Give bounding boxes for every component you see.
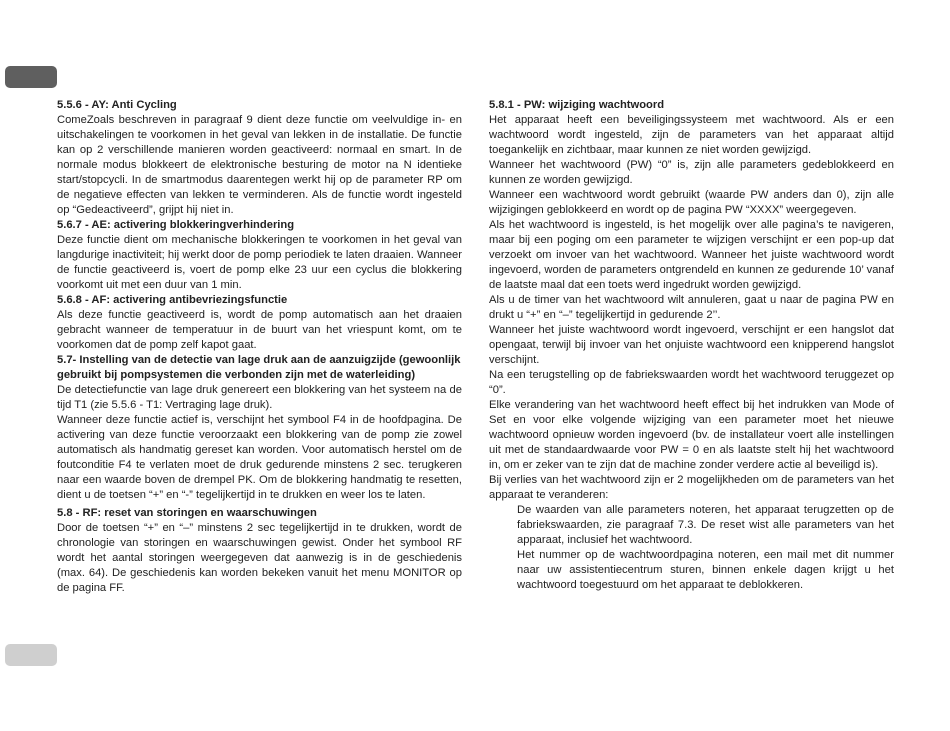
page-tab-marker-bottom: [5, 644, 57, 666]
paragraph: Als u de timer van het wachtwoord wilt annuleren, gaat u naar de pagina PW en drukt u “+” en “–” tegelijkertijd in gedurende 2’’.: [489, 294, 894, 321]
paragraph: ComeZoals beschreven in paragraaf 9 dient deze functie om veelvuldige in- en uitschakelingen te voorkomen in het geval van lekken in de installatie. De functie kan op 2 verschillende manieren worden geactiveerd: normaal en smart. In de normale modus blokkeert de elektronische besturing de motor na N identieke start/stopcycli. In de smartmodus daarentegen werkt hij op de parameter RP om de negatieve effecten van lekken te verminderen. Als de functie wordt ingesteld op “Gedeactiveerd”, grijpt hij niet in.: [57, 114, 462, 216]
paragraph: Door de toetsen “+” en “–” minstens 2 sec tegelijkertijd in te drukken, wordt de chronologie van storingen en waarschuwingen gewist. Onder het symbool RF wordt het aantal storingen weergegeven dat aanwezig is in de geschiedenis (max. 64). De geschiedenis kan worden bekeken vanuit het menu MONITOR op de pagina FF.: [57, 522, 462, 594]
list-item: De waarden van alle parameters noteren, het apparaat terugzetten op de fabriekswaarden, zie paragraaf 7.3. De reset wist alle parameters van het apparaat, inclusief het wachtwoord.: [517, 504, 894, 546]
paragraph: De detectiefunctie van lage druk genereert een blokkering van het systeem na de tijd T1 (zie 5.5.6 - T1: Vertraging lage druk).: [57, 384, 462, 411]
section-heading-blokkeringverhindering: 5.6.7 - AE: activering blokkeringverhindering: [57, 219, 295, 231]
paragraph: Na een terugstelling op de fabriekswaarden wordt het wachtwoord teruggezet op “0”.: [489, 369, 894, 396]
paragraph: Wanneer een wachtwoord wordt gebruikt (waarde PW anders dan 0), zijn alle wijzigingen geblokkeerd en wordt op de pagina PW “XXXX” weergegeven.: [489, 189, 894, 216]
section-heading-wachtwoord: 5.8.1 - PW: wijziging wachtwoord: [489, 99, 665, 111]
paragraph: Bij verlies van het wachtwoord zijn er 2 mogelijkheden om de parameters van het apparaat te veranderen:: [489, 474, 894, 501]
paragraph: Deze functie dient om mechanische blokkeringen te voorkomen in het geval van langdurige inactiviteit; hij werkt door de pomp periodiek te laten draaien. Wanneer de functie geactiveerd is, voert de pomp elke 23 uur een cyclus die blokkering voorkomt uit met een duur van 1 min.: [57, 234, 462, 291]
list-item: Het nummer op de wachtwoordpagina noteren, een mail met dit nummer naar uw assistentiecentrum sturen, binnen enkele dagen krijgt u het wachtwoord toegestuurd om het apparaat te deblokkeren.: [517, 549, 894, 591]
paragraph: Elke verandering van het wachtwoord heeft effect bij het indrukken van Mode of Set en voor elke volgende wijziging van een parameter moet het nieuwe wachtwoord opnieuw worden ingevoerd (bv. de installateur voert alle instellingen uit met de standaardwaarde voor PW = 0 en als laatste stelt hij het wachtwoord in, om er zeker van te zijn dat de machine zonder verdere actie al beveiligd is).: [489, 399, 894, 471]
paragraph: Als het wachtwoord is ingesteld, is het mogelijk over alle pagina’s te navigeren, maar bij een poging om een parameter te wijzigen verschijnt er een pop-up dat verzoekt om invoer van het wachtwoord. Wanneer het juiste wachtwoord wordt ingevoerd, worden de parameters ontgrendeld en kunnen ze gedurende 10’ vanaf de laatste maal dat een toets werd ingedrukt worden gewijzigd.: [489, 219, 894, 291]
left-column: [57, 98, 462, 596]
paragraph: Wanneer het juiste wachtwoord wordt ingevoerd, verschijnt er een hangslot dat opengaat, terwijl bij invoer van het onjuiste wachtwoord een knipperend hangslot verschijnt.: [489, 324, 894, 366]
section-heading-anti-cycling: 5.5.6 - AY: Anti Cycling: [57, 99, 177, 111]
paragraph: Als deze functie geactiveerd is, wordt de pomp automatisch aan het draaien gebracht wanneer de temperatuur in de buurt van het vriespunt komt, om te voorkomen dat de pomp zelf kapot gaat.: [57, 309, 462, 351]
paragraph: Het apparaat heeft een beveiligingssysteem met wachtwoord. Als er een wachtwoord wordt ingesteld, zijn de parameters van het apparaat altijd toegankelijk en zichtbaar, maar kunnen ze niet worden gewijzigd.: [489, 114, 894, 156]
paragraph: Wanneer het wachtwoord (PW) “0” is, zijn alle parameters gedeblokkeerd en kunnen ze worden gewijzigd.: [489, 159, 894, 186]
section-heading-lage-druk: 5.7- Instelling van de detectie van lage druk aan de aanzuigzijde (gewoonlijk gebruikt bij pompsystemen die verbonden zijn met de waterleiding): [57, 354, 461, 381]
section-heading-reset-storingen: 5.8 - RF: reset van storingen en waarschuwingen: [57, 507, 317, 519]
section-heading-antibevriezing: 5.6.8 - AF: activering antibevriezingsfunctie: [57, 294, 288, 306]
paragraph: Wanneer deze functie actief is, verschijnt het symbool F4 in de hoofdpagina. De activering van deze functie veroorzaakt een blokkering van de pomp zie zowel automatisch als handmatig gereset kan worden. Voor automatisch herstel om de foutconditie F4 te verlaten moet de druk gedurende minstens 2 sec. terugkeren naar een waarde boven de drempel PK. Om de blokkering handmatig te resetten, dient u de toetsen “+” en “-” tegelijkertijd in te drukken en weer los te laten.: [57, 414, 462, 501]
right-column: [489, 98, 894, 593]
page-tab-marker: [5, 66, 57, 88]
